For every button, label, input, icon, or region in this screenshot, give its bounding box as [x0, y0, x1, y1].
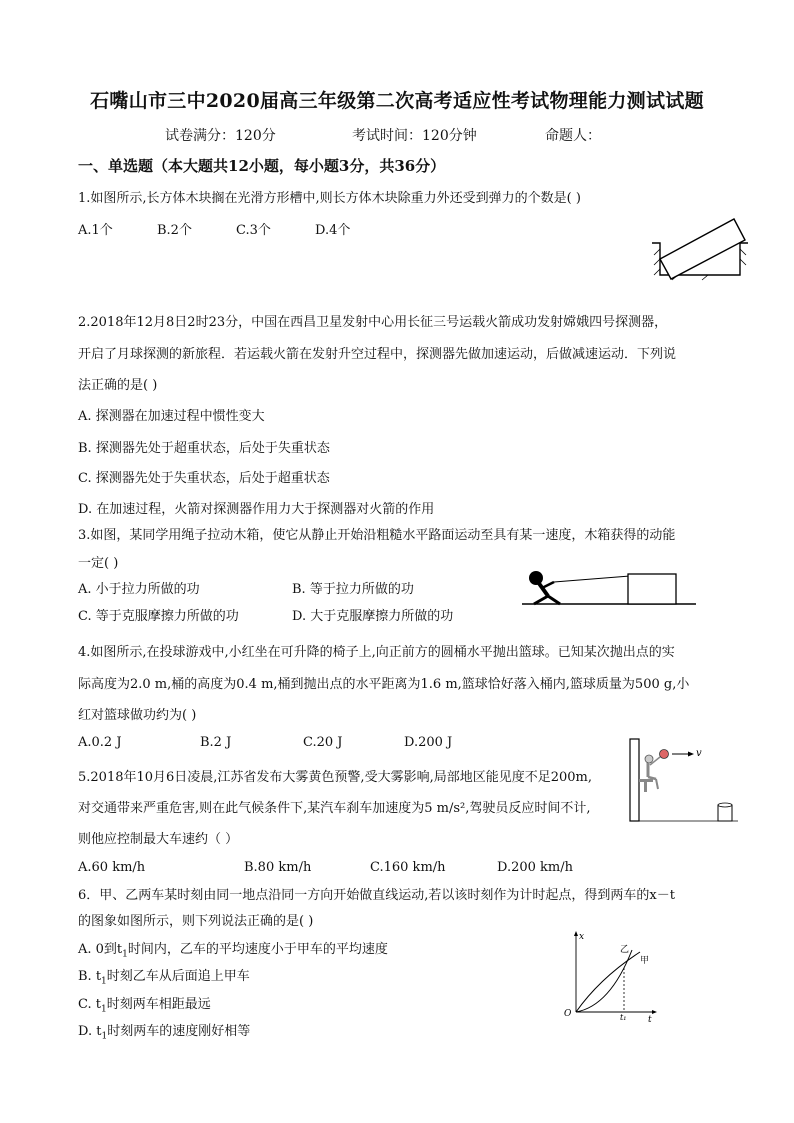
exam-title: 石嘴山市三中2020届高三年级第二次高考适应性考试物理能力测试试题: [90, 90, 704, 112]
q5-stem-line1: 5.2018年10月6日凌晨,江苏省发布大雾黄色预警,受大雾影响,局部地区能见度不足200m,: [78, 770, 592, 785]
q2-option-d: D. 在加速过程，火箭对探测器作用力大于探测器对火箭的作用: [78, 502, 435, 517]
q6-stem-line2: 的图象如图所示，则下列说法正确的是( ): [78, 914, 314, 929]
q4-option-a: A.0.2 J: [78, 735, 122, 750]
q5-option-d: D.200 km/h: [497, 860, 573, 875]
q4-stem-line1: 4.如图所示,在投球游戏中,小红坐在可升降的椅子上,向正前方的圆桶水平抛出篮球。已知某次抛出点的实: [78, 645, 675, 660]
y-axis-label: x: [579, 932, 585, 942]
q6-option-c: C. $t_1$时刻两车相距最远: [78, 997, 211, 1015]
yi-label: 乙: [620, 945, 630, 955]
q3-option-d: D. 大于克服摩擦力所做的功: [292, 609, 454, 624]
full-score: 试卷满分：120分: [165, 128, 276, 144]
section-heading: 一、单选题（本大题共12小题，每小题3分，共36分）: [78, 157, 446, 175]
q2-option-b: B. 探测器先处于超重状态，后处于失重状态: [78, 441, 330, 456]
q3-figure-person-pulling-box: [520, 568, 698, 610]
q4-option-d: D.200 J: [404, 735, 453, 750]
exam-time: 考试时间：120分钟: [352, 128, 477, 144]
q2-stem-line1: 2.2018年12月8日2时23分，中国在西昌卫星发射中心用长征三号运载火箭成功发射嫦娥四号探测器，: [78, 315, 668, 330]
q2-option-a: A. 探测器在加速过程中惯性变大: [78, 409, 265, 424]
q4-stem-line2: 际高度为2.0 m,桶的高度为0.4 m,桶到抛出点的水平距离为1.6 m,篮球恰好落入桶内,篮球质量为500 g,小: [78, 677, 690, 692]
t1-label: t₁: [620, 1013, 627, 1022]
q5-stem-line2: 对交通带来严重危害,则在此气候条件下,某汽车刹车加速度为5 m/s²,驾驶员反应时间不计,: [78, 801, 591, 816]
q1-option-a: A.1个: [78, 223, 113, 238]
curve-yi: [576, 950, 632, 1012]
q5-stem-line3: 则他应控制最大车速约（ ）: [78, 832, 239, 847]
q3-stem-line1: 3.如图，某同学用绳子拉动木箱，使它从静止开始沿粗糙水平路面运动至具有某一速度，木箱获得的动能: [78, 528, 676, 543]
q2-option-c: C. 探测器先处于失重状态，后处于超重状态: [78, 471, 330, 486]
q6-stem-line1: 6．甲、乙两车某时刻由同一地点沿同一方向开始做直线运动,若以该时刻作为计时起点，得到两车的x－t: [78, 888, 675, 903]
q5-option-a: A.60 km/h: [78, 860, 146, 875]
q6-option-a: A. 0到$t_1$时间内，乙车的平均速度小于甲车的平均速度: [78, 942, 388, 960]
q2-stem-line3: 法正确的是( ): [78, 378, 158, 393]
q6-option-b: B. $t_1$时刻乙车从后面追上甲车: [78, 969, 250, 987]
velocity-label: v: [696, 748, 702, 759]
q5-option-b: B.80 km/h: [244, 860, 312, 875]
q3-stem-line2: 一定( ): [78, 556, 119, 571]
q1-figure-block-in-groove: [648, 215, 752, 280]
x-axis-label: t: [648, 1015, 652, 1025]
q1-option-b: B.2个: [157, 223, 192, 238]
q2-stem-line2: 开启了月球探测的新旅程．若运载火箭在发射升空过程中，探测器先做加速运动，后做减速运动．下列说: [78, 347, 677, 362]
q3-option-c: C. 等于克服摩擦力所做的功: [78, 609, 239, 624]
q3-option-a: A. 小于拉力所做的功: [78, 582, 200, 597]
q4-option-c: C.20 J: [303, 735, 343, 750]
q6-figure-xt-graph: [560, 928, 660, 1025]
q1-option-d: D.4个: [315, 223, 351, 238]
origin-label: O: [564, 1009, 572, 1019]
q4-stem-line3: 红对篮球做功约为( ): [78, 708, 197, 723]
q1-option-c: C.3个: [236, 223, 271, 238]
q1-stem: 1.如图所示,长方体木块搁在光滑方形槽中,则长方体木块除重力外还受到弹力的个数是( ): [78, 191, 581, 206]
q5-option-c: C.160 km/h: [370, 860, 446, 875]
curve-jia: [576, 952, 640, 1012]
q3-option-b: B. 等于拉力所做的功: [292, 582, 414, 597]
q4-figure-basketball-toss: [628, 737, 744, 823]
jia-label: 甲: [640, 956, 650, 966]
author-label: 命题人：: [545, 128, 601, 144]
q4-option-b: B.2 J: [200, 735, 232, 750]
q6-option-d: D. $t_1$时刻两车的速度刚好相等: [78, 1024, 251, 1042]
